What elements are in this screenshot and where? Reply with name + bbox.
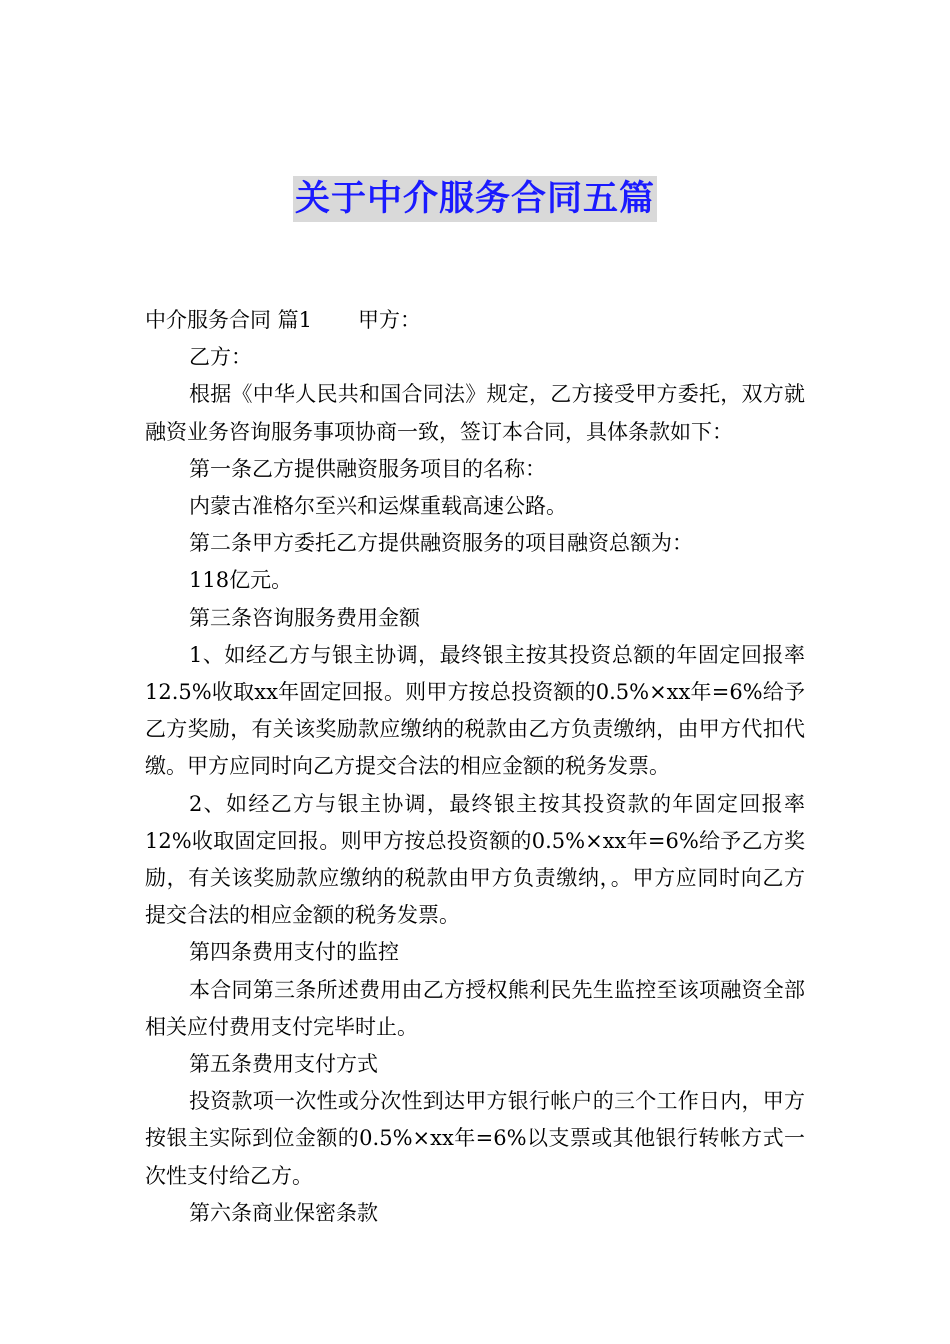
article-6-heading: 第六条商业保密条款 xyxy=(189,1200,378,1225)
document-body xyxy=(145,302,805,1232)
article-5-content: 投资款项一次性或分次性到达甲方银行帐户的三个工作日内，甲方按银主实际到位金额的0.5%×xx年=6%以支票或其他银行转帐方式一次性支付给乙方。 xyxy=(145,1089,805,1188)
article-2-heading: 第二条甲方委托乙方提供融资服务的项目融资总额为： xyxy=(189,531,693,556)
article-4-content: 本合同第三条所述费用由乙方授权熊利民先生监控至该项融资全部相关应付费用支付完毕时止。 xyxy=(145,977,805,1039)
section-heading-paragraph xyxy=(145,302,805,339)
party-a-label: 甲方： xyxy=(358,308,422,332)
article-2-content: 118亿元。 xyxy=(189,568,293,593)
section-heading: 中介服务合同 篇1 xyxy=(145,308,313,332)
article-5-heading: 第五条费用支付方式 xyxy=(189,1052,378,1077)
document-title: 关于中介服务合同五篇 xyxy=(293,176,657,222)
article-3-clause-2: 2、如经乙方与银主协调，最终银主按其投资款的年固定回报率12%收取固定回报。则甲方按总投资额的0.5%×xx年=6%给予乙方奖励，有关该奖励款应缴纳的税款由甲方负责缴纳，。甲方应同时向乙方提交合法的相应金额的税务发票。 xyxy=(145,791,805,928)
preamble-paragraph: 根据《中华人民共和国合同法》规定，乙方接受甲方委托，双方就融资业务咨询服务事项协商一致，签订本合同，具体条款如下： xyxy=(145,382,805,444)
article-1-content: 内蒙古准格尔至兴和运煤重载高速公路。 xyxy=(189,494,567,519)
party-b-label: 乙方： xyxy=(189,345,252,370)
title-container xyxy=(0,176,950,222)
article-4-heading: 第四条费用支付的监控 xyxy=(189,940,399,965)
article-3-clause-1: 1、如经乙方与银主协调，最终银主按其投资总额的年固定回报率12.5%收取xx年固定回报。则甲方按总投资额的0.5%×xx年=6%给予乙方奖励，有关该奖励款应缴纳的税款由乙方负责缴纳，由甲方代扣代缴。甲方应同时向乙方提交合法的相应金额的税务发票。 xyxy=(145,642,805,779)
article-1-heading: 第一条乙方提供融资服务项目的名称： xyxy=(189,456,546,481)
article-3-heading: 第三条咨询服务费用金额 xyxy=(189,605,420,630)
